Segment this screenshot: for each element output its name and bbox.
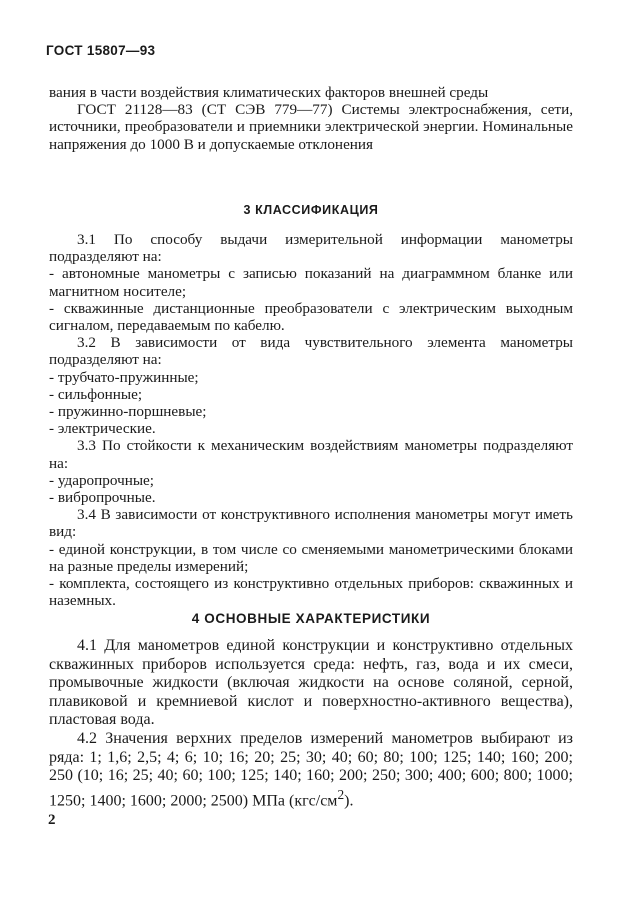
clause-4-2-tail: ).: [344, 792, 354, 810]
section-3: [49, 203, 573, 217]
clause-3-4: 3.4 В зависимости от конструктивного исполнения манометры могут иметь вид:: [49, 506, 573, 541]
clause-3-2: 3.2 В зависимости от вида чувствительного элемента манометры подразделяют на:: [49, 334, 573, 369]
section-4-body: [49, 637, 573, 811]
list-item: - комплекта, состоящего из конструктивно отдельных приборов: скважинных и наземных.: [49, 575, 573, 610]
section-4: [49, 611, 573, 626]
superscript: 2: [337, 786, 345, 802]
list-item: - пружинно-поршневые;: [49, 403, 207, 421]
list-item: - скважинные дистанционные преобразователи с электрическим выходным сигналом, передаваемым по кабелю.: [49, 299, 573, 335]
section-3-body: [49, 231, 573, 609]
list-item: - трубчато-пружинные;: [49, 368, 199, 386]
document-id: ГОСТ 15807—93: [46, 43, 156, 58]
section-4-title: 4 ОСНОВНЫЕ ХАРАКТЕРИСТИКИ: [191, 611, 431, 626]
list-item: - сильфонные;: [49, 385, 143, 403]
list-item: - электрические.: [49, 420, 156, 438]
continuation-paragraph: вания в части воздействия климатических факторов внешней среды: [49, 84, 489, 101]
list-item: - ударопрочные;: [49, 471, 154, 489]
clause-3-3: 3.3 По стойкости к механическим воздействиям манометры подразделяют на:: [49, 437, 573, 472]
intro-block: [49, 84, 573, 153]
clause-4-1: 4.1 Для манометров единой конструкции и конструктивно отдельных скважинных приборов используется среда: нефть, газ, вода и их смеси, промывочные жидкости (включая жидкости на основе соляной, серной, плавиковой и кремниевой кислот и поверхностно-активного вещества), пластовая вода.: [49, 637, 573, 729]
clause-4-2: [49, 730, 573, 811]
clause-3-1: 3.1 По способу выдачи измерительной информации манометры подразделяют на:: [49, 231, 573, 266]
section-3-title: 3 КЛАССИФИКАЦИЯ: [243, 203, 379, 217]
list-item: - автономные манометры с записью показаний на диаграммном бланке или магнитном носителе;: [49, 265, 573, 300]
page-number: 2: [48, 812, 56, 828]
gost-reference-paragraph: ГОСТ 21128—83 (СТ СЭВ 779—77) Системы электроснабжения, сети, источники, преобразователи и приемники электрической энергии. Номинальные напряжения до 1000 В и допускаемые отклонения: [49, 101, 573, 153]
clause-4-2-text: 4.2 Значения верхних пределов измерений манометров выбирают из ряда: 1; 1,6; 2,5; 4; 6; 10; 16; 20; 25; 30; 40; 60; 80; 100; 125; 140; 160; 200; 250 (10; 16; 25; 40; 60; 100; 125; 140; 160; 200; 250; 300; 400; 600; 800; 1000; 1250; 1400; 1600; 2000; 2500) МПа (кгс/см: [49, 729, 573, 810]
list-item: - единой конструкции, в том числе со сменяемыми манометрическими блоками на разные пределы измерений;: [49, 540, 573, 575]
list-item: - вибропрочные.: [49, 489, 156, 507]
